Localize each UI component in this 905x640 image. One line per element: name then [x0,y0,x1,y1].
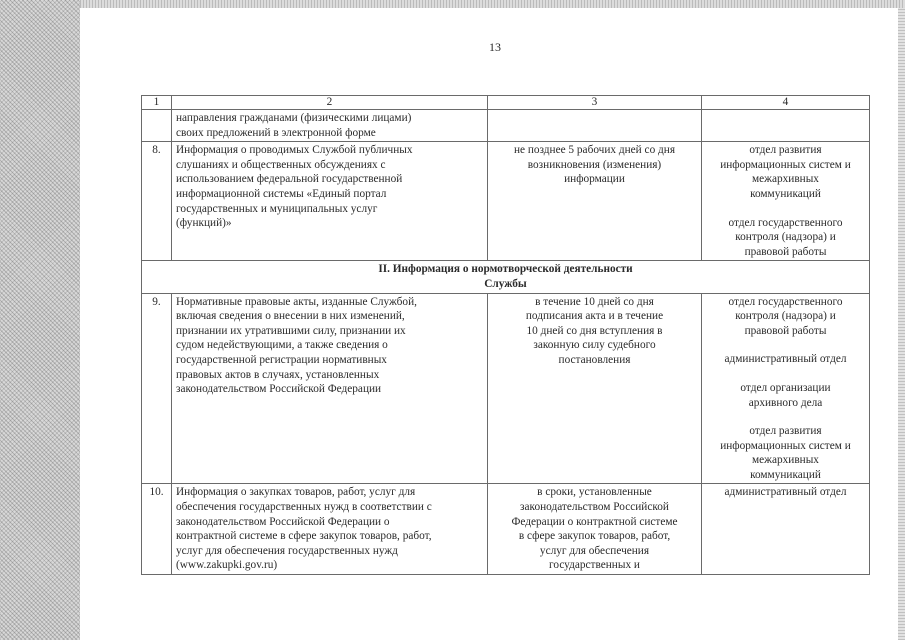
table-row [142,484,870,575]
text-line: судом недействующими, а также сведения о [176,339,388,352]
text-line: не позднее 5 рабочих дней со дня [513,144,676,157]
section-title [142,261,870,293]
spacer [706,367,865,381]
responsible-cell [702,484,870,575]
text-line: информационных систем и [720,439,851,452]
text-line: подписания акта и в течение [525,310,664,323]
text-line: постановления [558,353,631,366]
text-line: признании их утратившими силу, признании их [176,324,406,337]
text-line: (функций)» [176,217,232,230]
text-line: Нормативные правовые акты, изданные Службой, [176,295,417,308]
row-number: 10. [142,484,172,575]
text-line: правовых актов в случаях, установленных [176,368,380,381]
text-line: межархивных [752,454,819,467]
text-line: правовой работы [744,245,827,258]
header-cell: 4 [702,96,870,110]
scan-left-edge [0,0,80,640]
section-heading-row [142,261,870,293]
deadline-cell [488,484,702,575]
text-line: информации [564,173,625,186]
deadline-cell [488,142,702,261]
text-line: направления гражданами (физическими лицами) [176,112,412,124]
text-line: контроля (надзора) и [735,231,836,244]
text-line: административный отдел [724,353,847,366]
text-line: законодательством Российской Федерации о [176,515,390,528]
deadline-cell [488,293,702,484]
text-line: своих предложений в электронной форме [176,126,376,139]
text-line: возникновения (изменения) [527,158,662,171]
text-line: государственных и [549,559,640,572]
text-line: услуг для обеспечения [539,544,650,557]
spacer [706,410,865,424]
text-line: отдел организации [740,381,831,394]
text-line: (www.zakupki.gov.ru) [176,559,278,572]
text-line: законодательством Российской Федерации [176,383,382,396]
deadline-cell [488,110,702,142]
scan-right-edge [898,8,905,640]
responsible-cell [702,142,870,261]
text-line: коммуникаций [750,187,821,200]
text-line: включая сведения о внесении в них изменений, [176,310,405,323]
table-row [142,110,870,142]
text-line: отдел развития [749,425,822,438]
row-number: 9. [142,293,172,484]
responsible-cell [702,110,870,142]
page-number: 13 [489,40,501,54]
text-line: контроля (надзора) и [735,310,836,323]
text-line: информационных систем и [720,158,851,171]
table-header-row [142,96,870,110]
text-line: контрактной системе в сфере закупок товаров, работ, [176,530,432,543]
text-line: правовой работы [744,324,827,337]
table-row [142,142,870,261]
scan-top-edge [80,0,905,8]
row-number [142,110,172,142]
text-line: межархивных [752,173,819,186]
responsible-cell [702,293,870,484]
text-line: 10 дней со дня вступления в [526,324,663,337]
text-line: государственных и муниципальных услуг [176,202,378,215]
text-line: в сфере закупок товаров, работ, [518,530,671,543]
info-cell [172,110,488,142]
document-table [141,95,870,575]
text-line: Федерации о контрактной системе [511,515,678,528]
text-line: информационной системы «Единый портал [176,187,387,200]
text-line: слушаниях и общественных обсуждениях с [176,158,386,171]
text-line: законодательством Российской [520,501,669,514]
text-line: в сроки, установленные [537,486,652,499]
text-line: обеспечения государственных нужд в соответствии с [176,501,432,514]
text-line: отдел государственного [728,216,843,229]
text-line: отдел государственного [728,295,843,308]
spacer [706,202,865,216]
text-line: использованием федеральной государственной [176,173,403,186]
text-line: государственной регистрации нормативных [176,353,387,366]
table-row [142,293,870,484]
text-line: отдел развития [749,144,822,157]
text-line: законную силу судебного [533,339,656,352]
header-cell: 1 [142,96,172,110]
info-cell [172,484,488,575]
row-number: 8. [142,142,172,261]
section-title-line: II. Информация о нормотворческой деятельности [378,263,633,276]
header-cell: 3 [488,96,702,110]
header-cell: 2 [172,96,488,110]
text-line: административный отдел [724,486,847,499]
info-cell [172,293,488,484]
info-cell [172,142,488,261]
text-line: коммуникаций [750,468,821,481]
text-line: архивного дела [748,396,823,409]
text-line: Информация о проводимых Службой публичных [176,144,413,157]
text-line: услуг для обеспечения государственных нужд [176,544,398,557]
spacer [706,338,865,352]
section-title-line: Службы [484,277,527,290]
text-line: в течение 10 дней со дня [535,295,654,308]
text-line: Информация о закупках товаров, работ, услуг для [176,486,416,499]
